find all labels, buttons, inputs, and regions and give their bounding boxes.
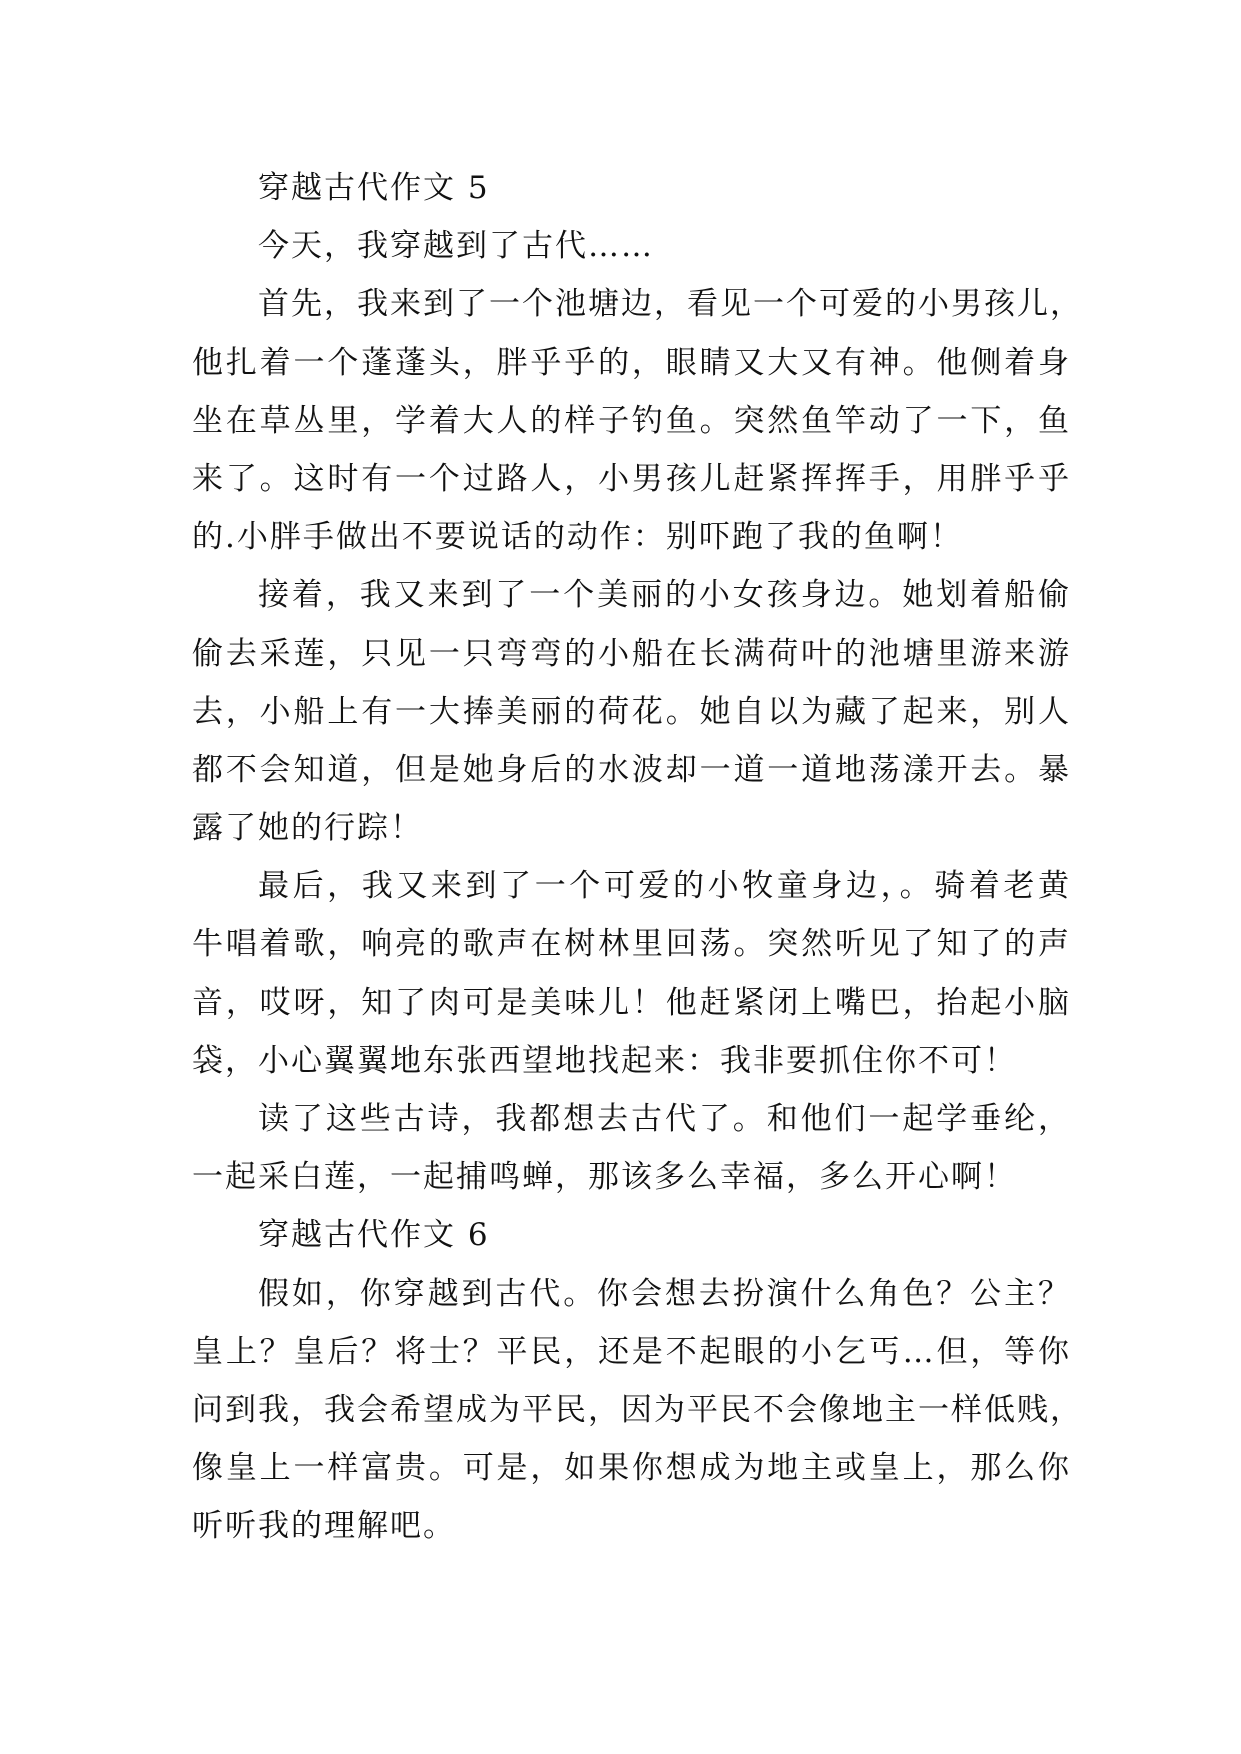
- text-line: 的.小胖手做出不要说话的动作：别吓跑了我的鱼啊！: [192, 519, 963, 556]
- text-line: 听听我的理解吧。: [192, 1508, 456, 1545]
- paragraph: [192, 1265, 1083, 1556]
- paragraph: [192, 857, 1071, 1090]
- text-line: 音，哎呀，知了肉可是美味儿！他赶紧闭上嘴巴，抬起小脑: [192, 984, 1071, 1021]
- paragraph: [192, 566, 1071, 857]
- essay-section: [192, 1206, 1083, 1555]
- text-line: 问到我，我会希望成为平民，因为平民不会像地主一样低贱，: [192, 1391, 1083, 1428]
- text-line: 去，小船上有一大捧美丽的荷花。她自以为藏了起来，别人: [192, 693, 1071, 730]
- paragraph: [192, 1090, 1071, 1206]
- document-body: [192, 159, 1083, 1556]
- text-line: 来了。这时有一个过路人，小男孩儿赶紧挥挥手，用胖乎乎: [192, 460, 1071, 497]
- text-line: 露了她的行踪！: [192, 810, 423, 847]
- essay-section: [192, 159, 1083, 1206]
- paragraph: [192, 275, 1083, 566]
- text-line: 首先，我来到了一个池塘边，看见一个可爱的小男孩儿，: [258, 286, 1083, 323]
- text-line: 假如，你穿越到古代。你会想去扮演什么角色？公主？: [258, 1275, 1071, 1312]
- text-line: 皇上？皇后？将士？平民，还是不起眼的小乞丐…但，等你: [192, 1333, 1071, 1370]
- text-line: 牛唱着歌，响亮的歌声在树林里回荡。突然听见了知了的声: [192, 926, 1071, 963]
- text-line: 袋，小心翼翼地东张西望地找起来：我非要抓住你不可！: [192, 1042, 1017, 1079]
- section-heading: 穿越古代作文 6: [258, 1217, 490, 1254]
- section-heading: 穿越古代作文 5: [258, 170, 490, 206]
- text-line: 最后，我又来到了一个可爱的小牧童身边，。骑着老黄: [258, 868, 1071, 905]
- text-line: 读了这些古诗，我都想去古代了。和他们一起学垂纶，: [258, 1101, 1071, 1137]
- text-line: 他扎着一个蓬蓬头，胖乎乎的，眼睛又大又有神。他侧着身: [192, 344, 1071, 381]
- text-line: 接着，我又来到了一个美丽的小女孩身边。她划着船偷: [258, 577, 1071, 614]
- text-line: 今天，我穿越到了古代……: [258, 228, 654, 265]
- text-line: 坐在草丛里，学着大人的样子钓鱼。突然鱼竿动了一下，鱼: [192, 402, 1071, 439]
- paragraph: [192, 217, 1071, 275]
- text-line: 一起采白莲，一起捕鸣蝉，那该多么幸福，多么开心啊！: [192, 1159, 1017, 1196]
- text-line: 像皇上一样富贵。可是，如果你想成为地主或皇上，那么你: [192, 1450, 1071, 1487]
- text-line: 都不会知道，但是她身后的水波却一道一道地荡漾开去。暴: [192, 751, 1071, 788]
- text-line: 偷去采莲，只见一只弯弯的小船在长满荷叶的池塘里游来游: [192, 635, 1071, 672]
